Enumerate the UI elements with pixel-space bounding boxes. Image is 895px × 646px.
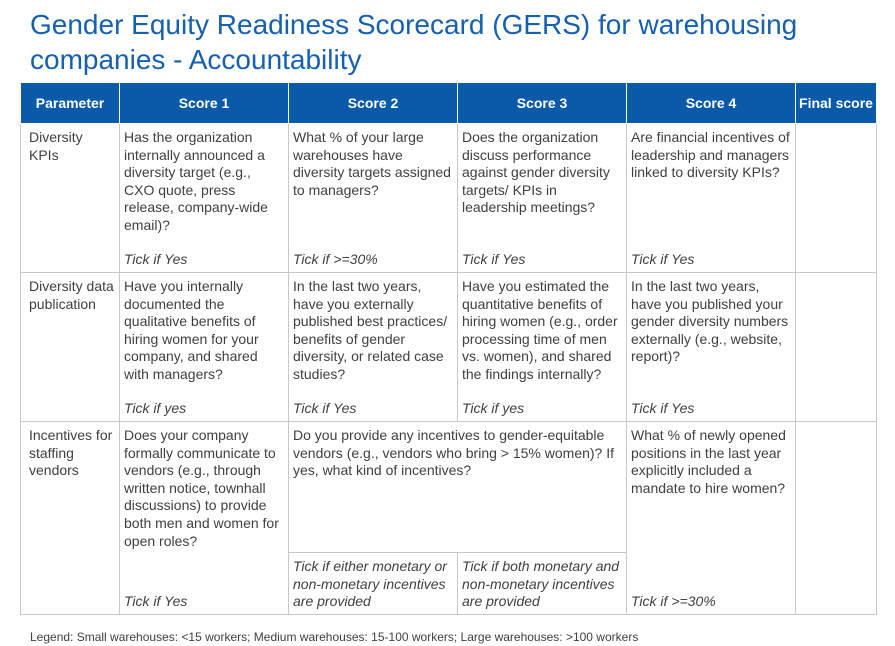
tick-criterion: Tick if Yes bbox=[631, 251, 695, 268]
score-1-cell bbox=[120, 422, 289, 615]
tick-criterion: Tick if Yes bbox=[124, 251, 188, 268]
header-score-3: Score 3 bbox=[458, 83, 627, 124]
final-score-cell[interactable] bbox=[796, 124, 877, 273]
header-row bbox=[21, 83, 877, 124]
score-4-cell bbox=[627, 124, 796, 273]
header-parameter: Parameter bbox=[21, 83, 120, 124]
score-1-cell bbox=[120, 124, 289, 273]
tick-criterion: Tick if both monetary and non-monetary incentives are provided bbox=[462, 558, 620, 610]
score-3-cell bbox=[458, 273, 627, 422]
table-row bbox=[21, 273, 877, 422]
question-text: Are financial incentives of leadership and managers linked to diversity KPIs? bbox=[631, 129, 790, 181]
header-final-score: Final score bbox=[796, 83, 877, 124]
parameter-label: Diversity KPIs bbox=[29, 129, 83, 163]
page-title: Gender Equity Readiness Scorecard (GERS) for warehousing companies - Accountability bbox=[30, 9, 798, 75]
question-text: Have you internally documented the qualitative benefits of hiring women for your company, and shared with managers? bbox=[124, 278, 259, 382]
score-3-cell bbox=[458, 124, 627, 273]
parameter-cell bbox=[21, 124, 120, 273]
tick-criterion: Tick if yes bbox=[124, 400, 187, 417]
parameter-label: Incentives for staffing vendors bbox=[29, 427, 113, 479]
score-1-cell bbox=[120, 273, 289, 422]
score-4-cell bbox=[627, 273, 796, 422]
parameter-cell bbox=[21, 273, 120, 422]
question-text: In the last two years, have you published your gender diversity numbers externally (e.g., website, report)? bbox=[631, 278, 789, 365]
tick-criterion: Tick if >=30% bbox=[631, 593, 716, 610]
table-row bbox=[21, 124, 877, 273]
header-score-4: Score 4 bbox=[627, 83, 796, 124]
final-score-cell[interactable] bbox=[796, 422, 877, 615]
header-score-2: Score 2 bbox=[289, 83, 458, 124]
score-3-cell bbox=[458, 553, 627, 615]
table-row bbox=[21, 422, 877, 553]
question-text: What % of your large warehouses have diversity targets assigned to managers? bbox=[293, 129, 451, 198]
question-text: In the last two years, have you externally published best practices/ benefits of gender diversity, or related case studies? bbox=[293, 278, 448, 382]
legend-note: Legend: Small warehouses: <15 workers; Medium warehouses: 15-100 workers; Large warehouses: >100 workers bbox=[30, 630, 639, 644]
header-score-1: Score 1 bbox=[120, 83, 289, 124]
tick-criterion: Tick if Yes bbox=[293, 400, 357, 417]
score-2-cell bbox=[289, 273, 458, 422]
tick-criterion: Tick if Yes bbox=[462, 251, 526, 268]
parameter-cell bbox=[21, 422, 120, 615]
question-text: Does your company formally communicate to vendors (e.g., through written notice, townhall discussions) to provide both men and women for open roles? bbox=[124, 427, 279, 549]
score-2-cell bbox=[289, 553, 458, 615]
question-text: Have you estimated the quantitative benefits of hiring women (e.g., order processing time of men vs. women), and shared the findings internally? bbox=[462, 278, 618, 382]
question-text: Does the organization discuss performance against gender diversity targets/ KPIs in leadership meetings? bbox=[462, 129, 610, 216]
scorecard-table bbox=[20, 82, 877, 615]
final-score-cell[interactable] bbox=[796, 273, 877, 422]
score-2-3-merged-cell bbox=[289, 422, 627, 553]
question-text: Do you provide any incentives to gender-equitable vendors (e.g., vendors who bring > 15% women)? If yes, what kind of incentives? bbox=[293, 427, 615, 479]
tick-criterion: Tick if Yes bbox=[124, 593, 188, 610]
score-2-cell bbox=[289, 124, 458, 273]
score-4-cell bbox=[627, 422, 796, 615]
tick-criterion: Tick if either monetary or non-monetary incentives are provided bbox=[293, 558, 447, 610]
parameter-label: Diversity data publication bbox=[29, 278, 114, 312]
tick-criterion: Tick if yes bbox=[462, 400, 525, 417]
tick-criterion: Tick if >=30% bbox=[293, 251, 378, 268]
tick-criterion: Tick if Yes bbox=[631, 400, 695, 417]
question-text: Has the organization internally announced a diversity target (e.g., CXO quote, press release, company-wide email)? bbox=[124, 129, 268, 233]
question-text: What % of newly opened positions in the last year explicitly included a mandate to hire women? bbox=[631, 427, 786, 496]
